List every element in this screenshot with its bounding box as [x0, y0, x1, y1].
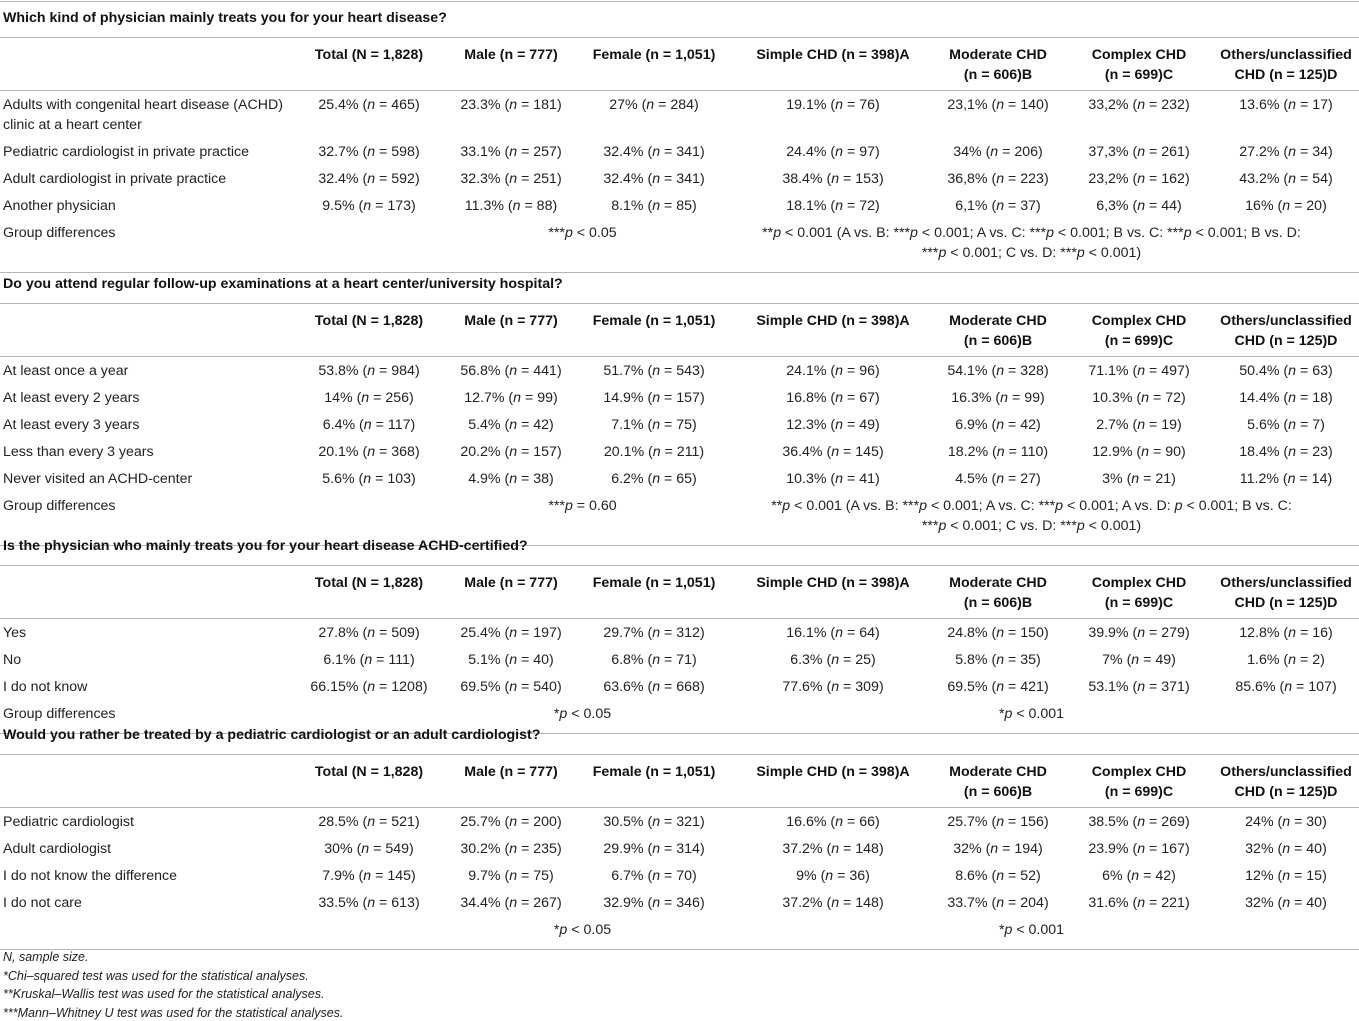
sex-difference-stat: ***p = 0.60	[548, 498, 617, 514]
row-label: Pediatric cardiologist	[3, 814, 134, 830]
column-header: Moderate CHD (n = 606)B	[949, 313, 1047, 349]
table-cell: 53.1% (n = 371)	[1088, 679, 1190, 695]
table-cell: 2.7% (n = 19)	[1096, 417, 1182, 433]
table-cell: 14.4% (n = 18)	[1239, 390, 1333, 406]
table-cell: 10.3% (n = 41)	[786, 471, 880, 487]
table-cell: 39.9% (n = 279)	[1088, 625, 1190, 641]
table-cell: 18.2% (n = 110)	[947, 444, 1049, 460]
section-question: Is the physician who mainly treats you for your heart disease ACHD-certified?	[3, 538, 528, 554]
table-cell: 7% (n = 49)	[1102, 652, 1176, 668]
row-label: Pediatric cardiologist in private practice	[3, 144, 250, 160]
column-header: Moderate CHD (n = 606)B	[949, 47, 1047, 83]
table-cell: 77.6% (n = 309)	[782, 679, 884, 695]
question-rule	[0, 565, 1359, 566]
table-cell: 20.1% (n = 368)	[318, 444, 420, 460]
table-cell: 56.8% (n = 441)	[460, 363, 562, 379]
table-cell: 32.7% (n = 598)	[318, 144, 420, 160]
table-cell: 51.7% (n = 543)	[603, 363, 705, 379]
table-cell: 6,1% (n = 37)	[955, 198, 1041, 214]
table-cell: 54.1% (n = 328)	[947, 363, 1049, 379]
table-cell: 32% (n = 40)	[1245, 895, 1327, 911]
table-cell: 25.4% (n = 465)	[318, 97, 420, 113]
section-question: Which kind of physician mainly treats you for your heart disease?	[3, 10, 447, 26]
footnote: N, sample size.	[3, 950, 89, 964]
section-question: Do you attend regular follow-up examinations at a heart center/university hospital?	[3, 276, 563, 292]
column-header: Complex CHD (n = 699)C	[1091, 47, 1187, 83]
table-cell: 33.5% (n = 613)	[318, 895, 420, 911]
table-cell: 30.2% (n = 235)	[460, 841, 562, 857]
table-cell: 30.5% (n = 321)	[603, 814, 705, 830]
column-header: Moderate CHD (n = 606)B	[949, 575, 1047, 611]
table-cell: 25.7% (n = 156)	[947, 814, 1049, 830]
row-label: Adult cardiologist in private practice	[3, 171, 227, 187]
table-cell: 29.7% (n = 312)	[603, 625, 705, 641]
table-cell: 33.1% (n = 257)	[460, 144, 562, 160]
table-cell: 69.5% (n = 421)	[947, 679, 1049, 695]
section-question: Would you rather be treated by a pediatric cardiologist or an adult cardiologist?	[3, 727, 541, 743]
column-header: Others/unclassified CHD (n = 125)D	[1220, 764, 1352, 800]
table-cell: 14% (n = 256)	[324, 390, 414, 406]
table-cell: 34% (n = 206)	[953, 144, 1043, 160]
table-cell: 23,2% (n = 162)	[1088, 171, 1190, 187]
table-cell: 16.1% (n = 64)	[786, 625, 880, 641]
table-cell: 18.1% (n = 72)	[786, 198, 880, 214]
column-header: Male (n = 777)	[464, 47, 558, 63]
table-cell: 8.1% (n = 85)	[611, 198, 697, 214]
table-cell: 5.6% (n = 103)	[322, 471, 416, 487]
table-cell: 24.1% (n = 96)	[786, 363, 880, 379]
row-label: I do not care	[3, 895, 82, 911]
table-cell: 20.1% (n = 211)	[603, 444, 705, 460]
table-cell: 30% (n = 549)	[324, 841, 414, 857]
column-header: Moderate CHD (n = 606)B	[949, 764, 1047, 800]
group-differences-label: Group differences	[3, 706, 116, 722]
table-cell: 6.2% (n = 65)	[611, 471, 697, 487]
table-cell: 7.1% (n = 75)	[611, 417, 697, 433]
table-cell: 53.8% (n = 984)	[318, 363, 420, 379]
table-cell: 6.4% (n = 117)	[322, 417, 416, 433]
table-cell: 28.5% (n = 521)	[318, 814, 420, 830]
table-cell: 12.3% (n = 49)	[786, 417, 880, 433]
table-cell: 6.8% (n = 71)	[611, 652, 697, 668]
column-header: Male (n = 777)	[464, 575, 558, 591]
table-cell: 18.4% (n = 23)	[1239, 444, 1333, 460]
table-cell: 32.4% (n = 592)	[318, 171, 420, 187]
table-cell: 13.6% (n = 17)	[1239, 97, 1333, 113]
table-cell: 24% (n = 30)	[1245, 814, 1327, 830]
column-header: Female (n = 1,051)	[592, 313, 716, 329]
table-cell: 23.3% (n = 181)	[460, 97, 562, 113]
row-label: Another physician	[3, 198, 116, 214]
table-cell: 20.2% (n = 157)	[460, 444, 562, 460]
row-label: Yes	[3, 625, 27, 641]
table-cell: 6.7% (n = 70)	[611, 868, 697, 884]
table-cell: 9.7% (n = 75)	[468, 868, 554, 884]
table-cell: 24.4% (n = 97)	[786, 144, 880, 160]
table-cell: 10.3% (n = 72)	[1092, 390, 1186, 406]
row-label: At least once a year	[3, 363, 129, 379]
table-cell: 11.2% (n = 14)	[1239, 471, 1333, 487]
question-rule	[0, 754, 1359, 755]
table-cell: 38.5% (n = 269)	[1088, 814, 1190, 830]
section-rule	[0, 272, 1359, 273]
table-cell: 14.9% (n = 157)	[603, 390, 705, 406]
column-header: Others/unclassified CHD (n = 125)D	[1220, 313, 1352, 349]
sex-difference-stat: *p < 0.05	[553, 922, 612, 938]
column-header: Male (n = 777)	[464, 313, 558, 329]
table-cell: 66.15% (n = 1208)	[310, 679, 428, 695]
table-cell: 5.1% (n = 40)	[468, 652, 554, 668]
table-cell: 34.4% (n = 267)	[460, 895, 562, 911]
table-cell: 43.2% (n = 54)	[1239, 171, 1333, 187]
header-rule	[0, 807, 1359, 808]
table-cell: 6% (n = 42)	[1102, 868, 1176, 884]
table-cell: 50.4% (n = 63)	[1239, 363, 1333, 379]
header-rule	[0, 618, 1359, 619]
table-cell: 33,2% (n = 232)	[1088, 97, 1190, 113]
table-cell: 6.3% (n = 25)	[790, 652, 876, 668]
group-differences-label: Group differences	[3, 225, 116, 241]
table-cell: 6,3% (n = 44)	[1096, 198, 1182, 214]
table-cell: 12.9% (n = 90)	[1092, 444, 1186, 460]
table-cell: 32.3% (n = 251)	[460, 171, 562, 187]
column-header: Total (N = 1,828)	[314, 764, 424, 780]
table-cell: 37.2% (n = 148)	[782, 895, 884, 911]
column-header: Total (N = 1,828)	[314, 575, 424, 591]
top-rule	[0, 1, 1359, 2]
column-header: Simple CHD (n = 398)A	[756, 764, 910, 780]
table-cell: 11.3% (n = 88)	[464, 198, 558, 214]
row-label: At least every 2 years	[3, 390, 140, 406]
footnote: **Kruskal–Wallis test was used for the statistical analyses.	[3, 987, 325, 1001]
table-cell: 3% (n = 21)	[1102, 471, 1176, 487]
footnote: *Chi–squared test was used for the statistical analyses.	[3, 968, 309, 983]
question-rule	[0, 303, 1359, 304]
table-cell: 69.5% (n = 540)	[460, 679, 562, 695]
header-rule	[0, 356, 1359, 357]
table-cell: 27.2% (n = 34)	[1239, 144, 1333, 160]
table-cell: 32.4% (n = 341)	[603, 171, 705, 187]
sex-difference-stat: *p < 0.05	[553, 706, 612, 722]
table-cell: 12% (n = 15)	[1245, 868, 1327, 884]
table-cell: 9% (n = 36)	[796, 868, 870, 884]
table-cell: 4.5% (n = 27)	[955, 471, 1041, 487]
table-cell: 25.4% (n = 197)	[460, 625, 562, 641]
table-cell: 71.1% (n = 497)	[1088, 363, 1190, 379]
column-header: Female (n = 1,051)	[592, 575, 716, 591]
table-cell: 31.6% (n = 221)	[1088, 895, 1190, 911]
column-header: Complex CHD (n = 699)C	[1091, 313, 1187, 349]
table-cell: 16% (n = 20)	[1245, 198, 1327, 214]
table-cell: 19.1% (n = 76)	[786, 97, 880, 113]
row-label: I do not know the difference	[3, 868, 178, 884]
table-cell: 16.3% (n = 99)	[951, 390, 1045, 406]
table-cell: 5.4% (n = 42)	[468, 417, 554, 433]
section-rule	[0, 949, 1359, 950]
group-differences-label: Group differences	[3, 498, 116, 514]
row-label: Less than every 3 years	[3, 444, 154, 460]
table-cell: 33.7% (n = 204)	[947, 895, 1049, 911]
table-cell: 23,1% (n = 140)	[947, 97, 1049, 113]
table-cell: 9.5% (n = 173)	[322, 198, 416, 214]
column-header: Others/unclassified CHD (n = 125)D	[1220, 47, 1352, 83]
table-cell: 27% (n = 284)	[609, 97, 699, 113]
table-cell: 27.8% (n = 509)	[318, 625, 420, 641]
table-cell: 5.6% (n = 7)	[1247, 417, 1325, 433]
table-cell: 24.8% (n = 150)	[947, 625, 1049, 641]
table-cell: 5.8% (n = 35)	[955, 652, 1041, 668]
table-cell: 85.6% (n = 107)	[1235, 679, 1337, 695]
column-header: Complex CHD (n = 699)C	[1091, 764, 1187, 800]
footnote: ***Mann–Whitney U test was used for the statistical analyses.	[3, 1005, 344, 1020]
table-cell: 23.9% (n = 167)	[1088, 841, 1190, 857]
column-header: Female (n = 1,051)	[592, 47, 716, 63]
table-cell: 37.2% (n = 148)	[782, 841, 884, 857]
table-cell: 32% (n = 194)	[953, 841, 1043, 857]
table-cell: 32% (n = 40)	[1245, 841, 1327, 857]
table-cell: 29.9% (n = 314)	[603, 841, 705, 857]
row-label: No	[3, 652, 22, 668]
column-header: Others/unclassified CHD (n = 125)D	[1220, 575, 1352, 611]
table-cell: 38.4% (n = 153)	[782, 171, 884, 187]
table-cell: 6.1% (n = 111)	[323, 652, 415, 668]
chd-difference-stat: **p < 0.001 (A vs. B: ***p < 0.001; A vs. C: ***p < 0.001; B vs. C: ***p < 0.001; B vs. D: ***p < 0.001; C vs. D: ***p < 0.001)	[762, 225, 1301, 261]
table-cell: 25.7% (n = 200)	[460, 814, 562, 830]
column-header: Complex CHD (n = 699)C	[1091, 575, 1187, 611]
table-cell: 16.8% (n = 67)	[786, 390, 880, 406]
table-cell: 7.9% (n = 145)	[322, 868, 416, 884]
column-header: Simple CHD (n = 398)A	[756, 47, 910, 63]
table-cell: 36.4% (n = 145)	[782, 444, 884, 460]
column-header: Simple CHD (n = 398)A	[756, 313, 910, 329]
table-cell: 32.9% (n = 346)	[603, 895, 705, 911]
chd-difference-stat: *p < 0.001	[998, 922, 1065, 938]
column-header: Simple CHD (n = 398)A	[756, 575, 910, 591]
chd-difference-stat: *p < 0.001	[998, 706, 1065, 722]
table-cell: 1.6% (n = 2)	[1247, 652, 1325, 668]
column-header: Total (N = 1,828)	[314, 47, 424, 63]
table-cell: 32.4% (n = 341)	[603, 144, 705, 160]
row-label: Never visited an ACHD-center	[3, 471, 193, 487]
table-cell: 16.6% (n = 66)	[786, 814, 880, 830]
chd-difference-stat: **p < 0.001 (A vs. B: ***p < 0.001; A vs. C: ***p < 0.001; A vs. D: p < 0.001; B vs. C: ***p < 0.001; C vs. D: ***p < 0.001)	[771, 498, 1292, 534]
row-label: Adult cardiologist	[3, 841, 112, 857]
row-label: At least every 3 years	[3, 417, 140, 433]
table-cell: 37,3% (n = 261)	[1088, 144, 1190, 160]
sex-difference-stat: ***p < 0.05	[548, 225, 617, 241]
table-cell: 4.9% (n = 38)	[468, 471, 554, 487]
column-header: Male (n = 777)	[464, 764, 558, 780]
column-header: Total (N = 1,828)	[314, 313, 424, 329]
table-cell: 8.6% (n = 52)	[955, 868, 1041, 884]
table-cell: 12.8% (n = 16)	[1239, 625, 1333, 641]
column-header: Female (n = 1,051)	[592, 764, 716, 780]
question-rule	[0, 37, 1359, 38]
header-rule	[0, 90, 1359, 91]
table-cell: 63.6% (n = 668)	[603, 679, 705, 695]
table-cell: 12.7% (n = 99)	[464, 390, 558, 406]
table-cell: 36,8% (n = 223)	[947, 171, 1049, 187]
row-label: Adults with congenital heart disease (ACHD) clinic at a heart center	[3, 97, 283, 133]
row-label: I do not know	[3, 679, 88, 695]
table-cell: 6.9% (n = 42)	[955, 417, 1041, 433]
